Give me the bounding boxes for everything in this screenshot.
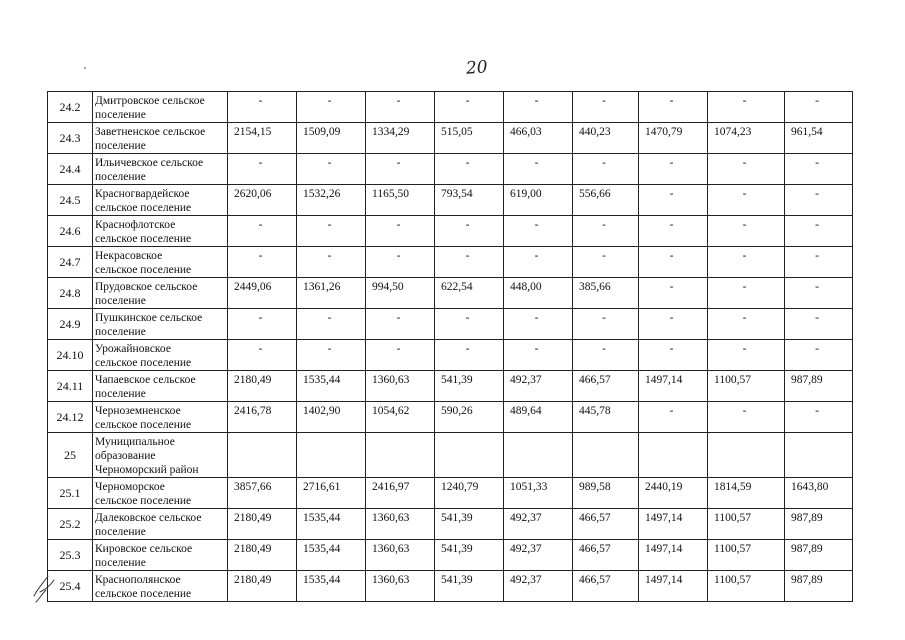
value-cell: - bbox=[639, 247, 708, 278]
value-cell: - bbox=[366, 247, 435, 278]
value-cell: 2416,97 bbox=[366, 478, 435, 509]
value-cell: 1360,63 bbox=[366, 371, 435, 402]
row-number: 24.2 bbox=[48, 92, 93, 123]
value-cell: - bbox=[708, 278, 785, 309]
value-cell: 492,37 bbox=[504, 509, 573, 540]
value-cell: 1100,57 bbox=[708, 540, 785, 571]
table-row bbox=[48, 340, 853, 371]
value-cell: 2620,06 bbox=[228, 185, 297, 216]
value-cell: - bbox=[708, 247, 785, 278]
value-cell: - bbox=[435, 309, 504, 340]
value-cell: - bbox=[435, 247, 504, 278]
row-number: 25 bbox=[48, 433, 93, 478]
value-cell: - bbox=[366, 92, 435, 123]
value-cell: - bbox=[504, 154, 573, 185]
settlement-name: Черноземненское сельское поселение bbox=[93, 402, 228, 433]
value-cell: - bbox=[573, 247, 639, 278]
value-cell: 961,54 bbox=[785, 123, 853, 154]
table-row bbox=[48, 571, 853, 602]
value-cell: 1643,80 bbox=[785, 478, 853, 509]
value-cell: - bbox=[785, 309, 853, 340]
value-cell: 1497,14 bbox=[639, 509, 708, 540]
table-row bbox=[48, 185, 853, 216]
value-cell: - bbox=[785, 247, 853, 278]
value-cell: - bbox=[573, 216, 639, 247]
value-cell: - bbox=[297, 154, 366, 185]
value-cell: 1470,79 bbox=[639, 123, 708, 154]
value-cell: - bbox=[228, 154, 297, 185]
value-cell: 1497,14 bbox=[639, 540, 708, 571]
value-cell: 1509,09 bbox=[297, 123, 366, 154]
value-cell: 793,54 bbox=[435, 185, 504, 216]
value-cell: - bbox=[366, 154, 435, 185]
value-cell: - bbox=[573, 340, 639, 371]
table-body bbox=[48, 92, 853, 602]
value-cell: - bbox=[228, 92, 297, 123]
value-cell: 541,39 bbox=[435, 540, 504, 571]
value-cell: 1240,79 bbox=[435, 478, 504, 509]
value-cell: - bbox=[228, 216, 297, 247]
value-cell: 466,57 bbox=[573, 371, 639, 402]
value-cell: 1100,57 bbox=[708, 509, 785, 540]
value-cell: - bbox=[708, 185, 785, 216]
row-number: 24.5 bbox=[48, 185, 93, 216]
value-cell: 466,57 bbox=[573, 571, 639, 602]
value-cell: 1334,29 bbox=[366, 123, 435, 154]
value-cell bbox=[639, 433, 708, 478]
value-cell: - bbox=[435, 154, 504, 185]
row-number: 24.12 bbox=[48, 402, 93, 433]
handwritten-mark bbox=[30, 566, 70, 606]
value-cell: - bbox=[785, 402, 853, 433]
value-cell bbox=[228, 433, 297, 478]
value-cell: 987,89 bbox=[785, 371, 853, 402]
table-row bbox=[48, 92, 853, 123]
value-cell: 1051,33 bbox=[504, 478, 573, 509]
value-cell: - bbox=[785, 92, 853, 123]
settlement-name: Чапаевское сельское поселение bbox=[93, 371, 228, 402]
settlement-name: Красногвардейское сельское поселение bbox=[93, 185, 228, 216]
value-cell bbox=[708, 433, 785, 478]
value-cell: 1535,44 bbox=[297, 540, 366, 571]
value-cell bbox=[504, 433, 573, 478]
value-cell: 466,57 bbox=[573, 540, 639, 571]
value-cell: 1054,62 bbox=[366, 402, 435, 433]
value-cell: 448,00 bbox=[504, 278, 573, 309]
value-cell: 1535,44 bbox=[297, 509, 366, 540]
value-cell: - bbox=[504, 216, 573, 247]
value-cell: 2416,78 bbox=[228, 402, 297, 433]
settlement-name: Пушкинское сельское поселение bbox=[93, 309, 228, 340]
value-cell: 2180,49 bbox=[228, 371, 297, 402]
value-cell: - bbox=[228, 340, 297, 371]
settlement-name: Краснополянское сельское поселение bbox=[93, 571, 228, 602]
value-cell: - bbox=[639, 278, 708, 309]
value-cell: 987,89 bbox=[785, 571, 853, 602]
value-cell: 1100,57 bbox=[708, 571, 785, 602]
value-cell: - bbox=[785, 340, 853, 371]
table-row bbox=[48, 433, 853, 478]
value-cell: - bbox=[297, 216, 366, 247]
settlement-name: Кировское сельское поселение bbox=[93, 540, 228, 571]
row-number: 24.6 bbox=[48, 216, 93, 247]
row-number: 24.7 bbox=[48, 247, 93, 278]
value-cell: 541,39 bbox=[435, 371, 504, 402]
value-cell: 1360,63 bbox=[366, 571, 435, 602]
value-cell: - bbox=[228, 309, 297, 340]
value-cell: 2154,15 bbox=[228, 123, 297, 154]
value-cell: - bbox=[639, 402, 708, 433]
value-cell: - bbox=[504, 92, 573, 123]
value-cell bbox=[366, 433, 435, 478]
value-cell bbox=[573, 433, 639, 478]
value-cell: 1814,59 bbox=[708, 478, 785, 509]
value-cell bbox=[785, 433, 853, 478]
value-cell: 2180,49 bbox=[228, 509, 297, 540]
settlement-name: Заветненское сельское поселение bbox=[93, 123, 228, 154]
value-cell: 1497,14 bbox=[639, 571, 708, 602]
value-cell: 2180,49 bbox=[228, 540, 297, 571]
settlement-name: Муниципальное образование Черноморский район bbox=[93, 433, 228, 478]
value-cell: - bbox=[435, 340, 504, 371]
value-cell: 2449,06 bbox=[228, 278, 297, 309]
row-number: 24.3 bbox=[48, 123, 93, 154]
value-cell: 590,26 bbox=[435, 402, 504, 433]
table-row bbox=[48, 540, 853, 571]
page-number: 20 bbox=[465, 57, 489, 79]
value-cell: - bbox=[639, 92, 708, 123]
row-number: 24.8 bbox=[48, 278, 93, 309]
row-number: 24.11 bbox=[48, 371, 93, 402]
value-cell: 440,23 bbox=[573, 123, 639, 154]
value-cell: 445,78 bbox=[573, 402, 639, 433]
value-cell: 2716,61 bbox=[297, 478, 366, 509]
settlement-name: Ильичевское сельское поселение bbox=[93, 154, 228, 185]
value-cell: 1360,63 bbox=[366, 540, 435, 571]
value-cell: 3857,66 bbox=[228, 478, 297, 509]
table-row bbox=[48, 478, 853, 509]
value-cell: - bbox=[785, 278, 853, 309]
value-cell: 987,89 bbox=[785, 509, 853, 540]
value-cell: - bbox=[785, 185, 853, 216]
value-cell: - bbox=[573, 309, 639, 340]
value-cell: - bbox=[297, 247, 366, 278]
value-cell bbox=[297, 433, 366, 478]
value-cell: 466,57 bbox=[573, 509, 639, 540]
table-row bbox=[48, 309, 853, 340]
value-cell: - bbox=[708, 92, 785, 123]
value-cell: 1361,26 bbox=[297, 278, 366, 309]
settlement-name: Черноморское сельское поселение bbox=[93, 478, 228, 509]
value-cell: 622,54 bbox=[435, 278, 504, 309]
value-cell: 489,64 bbox=[504, 402, 573, 433]
value-cell: 619,00 bbox=[504, 185, 573, 216]
row-number: 24.4 bbox=[48, 154, 93, 185]
value-cell: 1074,23 bbox=[708, 123, 785, 154]
value-cell bbox=[435, 433, 504, 478]
value-cell: - bbox=[504, 340, 573, 371]
row-number: 24.10 bbox=[48, 340, 93, 371]
value-cell: - bbox=[639, 185, 708, 216]
value-cell: - bbox=[708, 309, 785, 340]
value-cell: 1497,14 bbox=[639, 371, 708, 402]
value-cell: - bbox=[708, 154, 785, 185]
row-number: 25.1 bbox=[48, 478, 93, 509]
value-cell: 1535,44 bbox=[297, 371, 366, 402]
settlement-name: Далековское сельское поселение bbox=[93, 509, 228, 540]
table-row bbox=[48, 371, 853, 402]
table-row bbox=[48, 247, 853, 278]
tariff-table bbox=[47, 91, 853, 602]
value-cell: - bbox=[639, 216, 708, 247]
value-cell: - bbox=[435, 92, 504, 123]
value-cell: 541,39 bbox=[435, 571, 504, 602]
settlement-name: Урожайновское сельское поселение bbox=[93, 340, 228, 371]
table-row bbox=[48, 278, 853, 309]
value-cell: - bbox=[435, 216, 504, 247]
value-cell: - bbox=[366, 340, 435, 371]
value-cell: - bbox=[708, 216, 785, 247]
value-cell: - bbox=[708, 402, 785, 433]
row-number: 24.9 bbox=[48, 309, 93, 340]
value-cell: 994,50 bbox=[366, 278, 435, 309]
value-cell: 492,37 bbox=[504, 571, 573, 602]
value-cell: - bbox=[573, 154, 639, 185]
value-cell: 385,66 bbox=[573, 278, 639, 309]
value-cell: - bbox=[639, 154, 708, 185]
value-cell: 541,39 bbox=[435, 509, 504, 540]
value-cell: - bbox=[297, 309, 366, 340]
value-cell: 492,37 bbox=[504, 371, 573, 402]
value-cell: - bbox=[366, 309, 435, 340]
settlement-name: Прудовское сельское поселение bbox=[93, 278, 228, 309]
settlement-name: Дмитровское сельское поселение bbox=[93, 92, 228, 123]
table-row bbox=[48, 402, 853, 433]
value-cell: - bbox=[366, 216, 435, 247]
table-row bbox=[48, 509, 853, 540]
value-cell: 466,03 bbox=[504, 123, 573, 154]
value-cell: - bbox=[639, 340, 708, 371]
value-cell: - bbox=[785, 216, 853, 247]
table-row bbox=[48, 154, 853, 185]
row-number: 25.2 bbox=[48, 509, 93, 540]
value-cell: - bbox=[228, 247, 297, 278]
table-row bbox=[48, 216, 853, 247]
value-cell: 1165,50 bbox=[366, 185, 435, 216]
value-cell: 2180,49 bbox=[228, 571, 297, 602]
value-cell: - bbox=[573, 92, 639, 123]
value-cell: 1100,57 bbox=[708, 371, 785, 402]
value-cell: 492,37 bbox=[504, 540, 573, 571]
row-number: 25.4 bbox=[48, 571, 93, 602]
value-cell: - bbox=[504, 247, 573, 278]
stray-mark bbox=[84, 67, 86, 69]
value-cell: 1360,63 bbox=[366, 509, 435, 540]
settlement-name: Некрасовское сельское поселение bbox=[93, 247, 228, 278]
row-number: 25.3 bbox=[48, 540, 93, 571]
value-cell: - bbox=[297, 340, 366, 371]
value-cell: 987,89 bbox=[785, 540, 853, 571]
value-cell: 1402,90 bbox=[297, 402, 366, 433]
value-cell: 556,66 bbox=[573, 185, 639, 216]
value-cell: - bbox=[297, 92, 366, 123]
value-cell: - bbox=[504, 309, 573, 340]
value-cell: 989,58 bbox=[573, 478, 639, 509]
settlement-name: Краснофлотское сельское поселение bbox=[93, 216, 228, 247]
table-row bbox=[48, 123, 853, 154]
value-cell: - bbox=[708, 340, 785, 371]
value-cell: - bbox=[639, 309, 708, 340]
value-cell: 2440,19 bbox=[639, 478, 708, 509]
value-cell: 515,05 bbox=[435, 123, 504, 154]
value-cell: 1535,44 bbox=[297, 571, 366, 602]
value-cell: - bbox=[785, 154, 853, 185]
value-cell: 1532,26 bbox=[297, 185, 366, 216]
